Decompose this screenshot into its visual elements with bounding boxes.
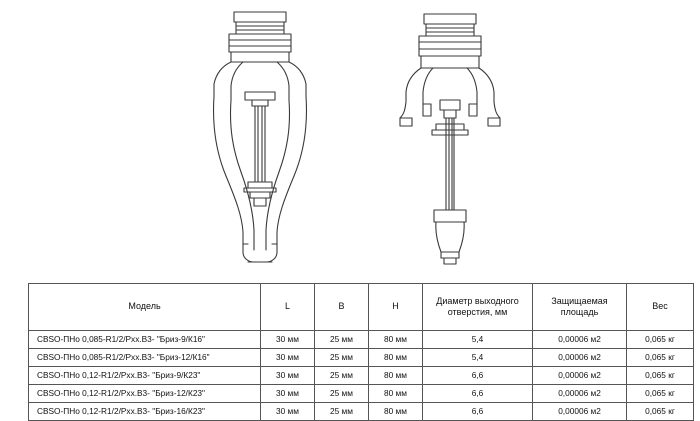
cell-l: 30 мм [261,403,315,421]
cell-outlet-diameter: 5,4 [423,331,533,349]
cell-h: 80 мм [369,349,423,367]
cell-h: 80 мм [369,367,423,385]
cell-b: 25 мм [315,403,369,421]
table-row [29,349,694,367]
column-header-h [369,284,423,331]
cell-weight: 0,065 кг [627,385,694,403]
table-header-row [29,284,694,331]
cell-b: 25 мм [315,385,369,403]
cell-protected-area: 0,00006 м2 [533,331,627,349]
cell-protected-area: 0,00006 м2 [533,385,627,403]
specifications-table [28,283,694,421]
cell-protected-area: 0,00006 м2 [533,367,627,385]
cell-weight: 0,065 кг [627,349,694,367]
column-header-l [261,284,315,331]
cell-model: CBSO-ПНо 0,085-R1/2/Pxx.B3- "Бриз-12/К16" [29,349,261,367]
cell-l: 30 мм [261,331,315,349]
cell-outlet-diameter: 6,6 [423,403,533,421]
cell-model: CBSO-ПНо 0,12-R1/2/Pxx.B3- "Бриз-16/К23" [29,403,261,421]
column-header-outlet-diameter-sublabel: отверстия, мм [447,307,508,317]
column-header-protected-area-sublabel: площадь [560,307,599,317]
cell-b: 25 мм [315,331,369,349]
cell-b: 25 мм [315,367,369,385]
cell-l: 30 мм [261,349,315,367]
column-header-weight [627,284,694,331]
column-header-model [29,284,261,331]
sprinkler-cutaway-left [214,12,307,262]
column-header-weight-label: Вес [652,301,668,312]
cell-model: CBSO-ПНо 0,12-R1/2/Pxx.B3- "Бриз-12/К23" [29,385,261,403]
column-header-protected-area [533,284,627,331]
cell-model: CBSO-ПНо 0,085-R1/2/Pxx.B3- "Бриз-9/К16" [29,331,261,349]
cell-l: 30 мм [261,367,315,385]
cell-h: 80 мм [369,385,423,403]
cell-b: 25 мм [315,349,369,367]
column-header-outlet-diameter [423,284,533,331]
cell-outlet-diameter: 6,6 [423,367,533,385]
cell-protected-area: 0,00006 м2 [533,403,627,421]
table-row [29,331,694,349]
sprinkler-cutaway-right [400,14,500,264]
cell-h: 80 мм [369,403,423,421]
column-header-outlet-diameter-label: Диаметр выходного [436,295,519,306]
cell-l: 30 мм [261,385,315,403]
specifications-table-container [28,283,673,421]
column-header-b-label: B [338,301,345,312]
table-row [29,403,694,421]
column-header-protected-area-label: Защищаемая [551,295,608,306]
cell-model: CBSO-ПНо 0,12-R1/2/Pxx.B3- "Бриз-9/К23" [29,367,261,385]
table-row [29,385,694,403]
cell-weight: 0,065 кг [627,331,694,349]
cell-weight: 0,065 кг [627,367,694,385]
table-row [29,367,694,385]
column-header-h-label: H [392,301,399,312]
cell-outlet-diameter: 6,6 [423,385,533,403]
column-header-b [315,284,369,331]
cell-protected-area: 0,00006 м2 [533,349,627,367]
column-header-model-label: Модель [128,301,161,312]
column-header-l-label: L [284,301,290,312]
cell-outlet-diameter: 5,4 [423,349,533,367]
cell-h: 80 мм [369,331,423,349]
cell-weight: 0,065 кг [627,403,694,421]
